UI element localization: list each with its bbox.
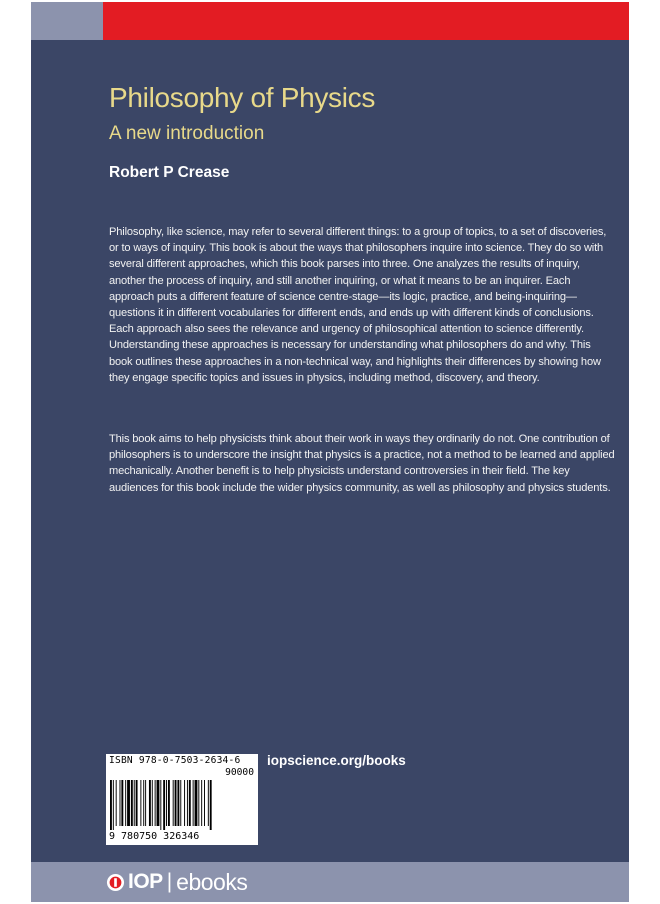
barcode-bar xyxy=(155,780,156,826)
barcode-bar xyxy=(160,780,161,830)
top-band-gray xyxy=(31,2,103,40)
barcode-bar xyxy=(121,780,123,826)
barcode-bar xyxy=(136,780,138,826)
barcode-digits: 9 780750 326346 xyxy=(109,831,200,842)
barcode-bar xyxy=(145,780,146,826)
barcode-bar xyxy=(193,780,194,826)
book-subtitle: A new introduction xyxy=(109,123,265,144)
barcode-bar xyxy=(113,780,114,830)
iop-logo-icon xyxy=(106,873,125,892)
barcode-bar xyxy=(163,780,165,830)
barcode-bar xyxy=(208,780,209,826)
barcode-bar xyxy=(201,780,202,826)
blurb-paragraph-1: Philosophy, like science, may refer to several different things: to a group of topics, to a set of discoveries, or to ways of inquiry. This book is about the ways that philosophers inquire into science. They do so with several different approaches, which this book parses into three. One analyzes the results of inquiry, another the process of inquiry, and still another inquiring, or what it means to be an inquirer. Each approach puts a different feature of science centre-stage—its logic, practice, and being-inquiring—questions it in different vocabularies for different ends, and ends up with different kinds of conclusions. Each approach also sees the relevance and urgency of philosophical attention to science differently. Understanding these approaches is necessary for understanding what philosophers do and why. This book outlines these approaches in a non-technical way, and highlights their differences by showing how they engage specific topics and issues in physics, including method, discovery, and theory. xyxy=(109,226,607,384)
barcode-bar xyxy=(166,780,167,826)
barcode-bar xyxy=(173,780,174,826)
price-code: 90000 xyxy=(225,767,254,778)
barcode-bar xyxy=(195,780,198,826)
barcode-bar xyxy=(177,780,179,826)
barcode-bar xyxy=(134,780,135,826)
book-author: Robert P Crease xyxy=(109,164,230,181)
barcode-bar xyxy=(110,780,112,830)
isbn-barcode xyxy=(106,754,258,845)
top-band-red xyxy=(103,2,629,40)
barcode-bar xyxy=(210,780,212,830)
barcode-bar xyxy=(180,780,181,826)
logo-iop-text: IOP xyxy=(128,870,163,893)
barcode-bar xyxy=(152,780,153,826)
isbn-number: ISBN 978-0-7503-2634-6 xyxy=(109,755,241,766)
barcode-bar xyxy=(184,780,185,826)
website-link[interactable]: iopscience.org/books xyxy=(267,753,406,768)
barcode-bar xyxy=(187,780,188,826)
barcode-bar xyxy=(125,780,126,826)
barcode-bar xyxy=(131,780,133,826)
barcode-bar xyxy=(189,780,191,826)
barcode-bar xyxy=(120,780,121,826)
bottom-band xyxy=(31,862,629,902)
barcode-bars xyxy=(109,780,255,830)
barcode-bar xyxy=(143,780,144,826)
barcode-bar xyxy=(198,780,199,826)
iop-ebooks-logo xyxy=(106,868,247,896)
book-back-cover xyxy=(31,2,629,902)
logo-separator: | xyxy=(166,870,173,893)
barcode-bar xyxy=(116,780,117,826)
barcode-bar xyxy=(204,780,205,826)
barcode-bar xyxy=(127,780,130,826)
barcode-bar xyxy=(157,780,160,826)
barcode-bar xyxy=(175,780,177,826)
logo-ebooks-text: ebooks xyxy=(176,868,248,895)
book-title: Philosophy of Physics xyxy=(109,82,376,113)
barcode-bar xyxy=(149,780,151,826)
barcode-bar xyxy=(140,780,141,826)
barcode-bar xyxy=(168,780,170,826)
blurb-paragraph-2: This book aims to help physicists think about their work in ways they ordinarily do not. One contribution of philosophers is to underscore the insight that physics is a practice, not a method to be learned and applied mechanically. Another benefit is to help physicists understand controversies in their field. The key audiences for this book include the wider physics community, as well as philosophy and physics students. xyxy=(109,433,615,494)
